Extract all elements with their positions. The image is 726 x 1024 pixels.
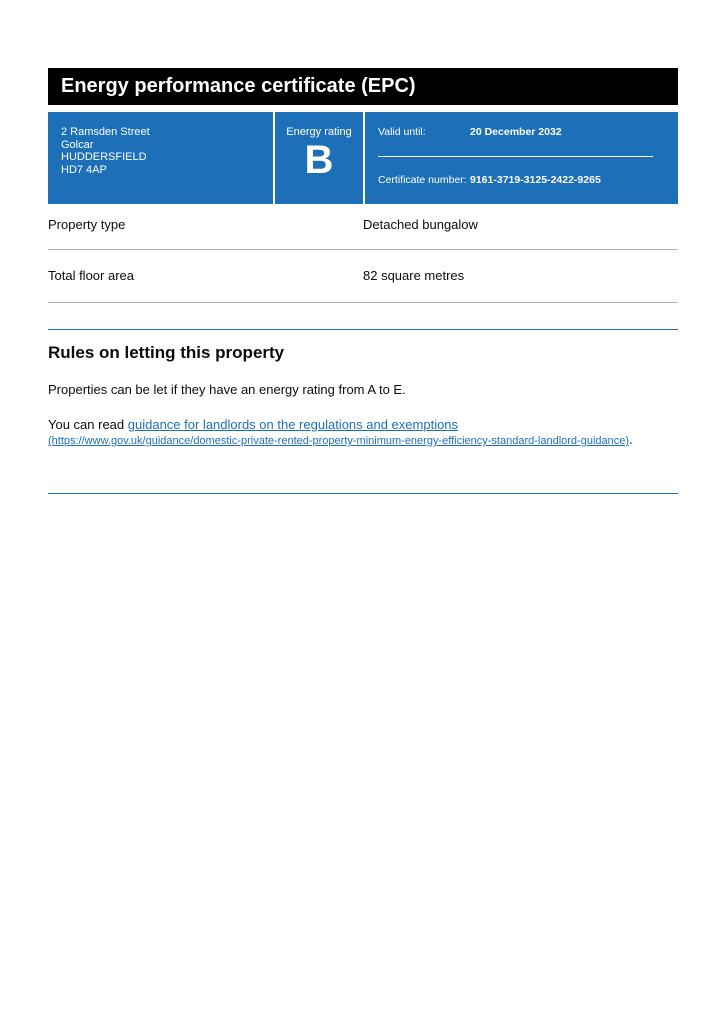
property-type-value: Detached bungalow <box>363 217 478 232</box>
landlord-guidance-link[interactable]: guidance for landlords on the regulations and exemptions <box>127 417 459 432</box>
rules-paragraph-1: Properties can be let if they have an energy rating from A to E. <box>48 382 406 397</box>
certificate-number-value: 9161-3719-3125-2422-9265 <box>470 174 601 186</box>
address-line-3: HUDDERSFIELD <box>61 151 147 163</box>
valid-until-value: 20 December 2032 <box>470 126 562 138</box>
address-line-1: 2 Ramsden Street <box>61 126 150 138</box>
floor-area-value: 82 square metres <box>363 268 465 283</box>
floor-area-label: Total floor area <box>48 268 134 283</box>
certificate-header <box>48 112 678 204</box>
section-divider-top <box>48 329 678 330</box>
page-title: Energy performance certificate (EPC) <box>48 68 678 105</box>
rules-heading: Rules on letting this property <box>48 343 285 362</box>
landlord-guidance-url[interactable]: (https://www.gov.uk/guidance/domestic-private-rented-property-minimum-energy-efficiency-standard-landlord-guidance) <box>48 435 630 447</box>
section-divider-bottom <box>48 493 678 494</box>
panel-divider <box>378 156 653 157</box>
rules-paragraph-2-suffix: . <box>629 432 633 447</box>
address-line-2: Golcar <box>61 138 94 151</box>
rules-paragraph-2-prefix: You can read <box>48 417 128 432</box>
floor-area-row <box>48 250 678 303</box>
address-postcode: HD7 4AP <box>61 163 107 176</box>
rating-label: Energy rating <box>286 126 352 138</box>
valid-until-label: Valid until: <box>378 126 426 138</box>
rating-panel <box>275 112 363 204</box>
rating-letter: B <box>304 138 334 182</box>
rules-paragraph-2 <box>48 417 678 449</box>
property-type-label: Property type <box>48 217 126 232</box>
certificate-number-label: Certificate number: <box>378 174 467 186</box>
validity-panel <box>365 112 678 204</box>
property-type-row <box>48 204 678 250</box>
address-panel <box>48 112 273 204</box>
